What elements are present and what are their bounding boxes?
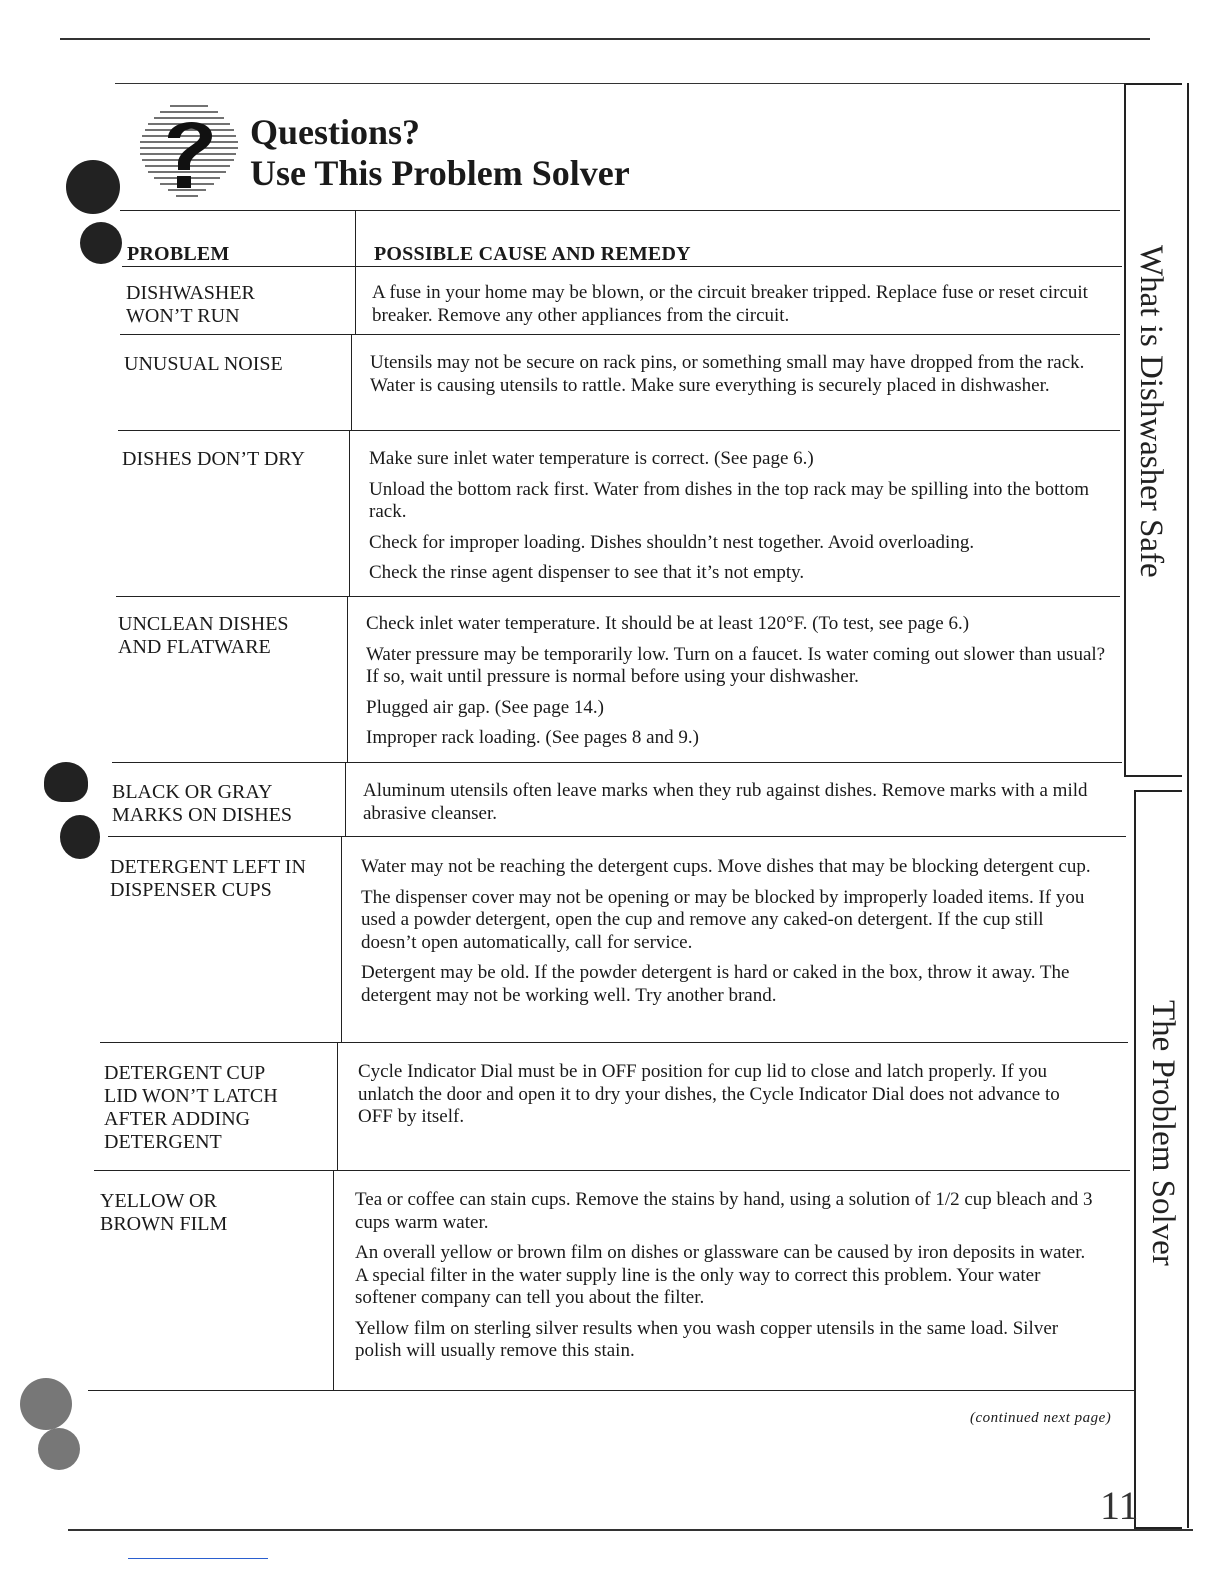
bottom-rule [68,1529,1193,1531]
row-divider [116,596,1120,597]
col-header-problem: PROBLEM [127,243,230,265]
problem-unclean-dishes: UNCLEAN DISHES AND FLATWARE [118,613,289,658]
problem-dishes-dont-dry: DISHES DON’T DRY [122,448,305,470]
table-divider [345,762,346,836]
row-divider [100,1042,1128,1043]
remedy-yellow-brown-film: Tea or coffee can stain cups. Remove the stains by hand, using a solution of 1/2 cup bleach and 3 cups warm water. An overall yellow or brown film on dishes or glassware can be caused by iron deposits in water. A special filter in the water supply line is the only way to correct this problem. Your water softener company can tell you about the filter. Yellow film on sterling silver results when you wash copper utensils in the same load. Silver polish will usually remove this stain. [355,1189,1093,1361]
title-line-1: Questions? [250,112,421,152]
side-tab-dishwasher-safe: What is Dishwasher Safe [1133,245,1169,578]
table-bottom-rule [88,1390,1134,1391]
problem-yellow-brown-film: YELLOW OR BROWN FILM [100,1190,228,1235]
row-divider [120,334,1120,335]
problem-black-gray-marks: BLACK OR GRAY MARKS ON DISHES [112,781,293,826]
problem-cup-wont-latch: DETERGENT CUP LID WON’T LATCH AFTER ADDING DETERGENT [104,1062,278,1153]
problem-detergent-left: DETERGENT LEFT IN DISPENSER CUPS [110,856,306,901]
remedy-black-gray-marks: Aluminum utensils often leave marks when they rub against dishes. Remove marks with a mild abrasive cleanser. [363,780,1088,824]
problem-dishwasher-wont-run: DISHWASHER WON’T RUN [126,282,255,327]
remedy-dishes-dont-dry: Make sure inlet water temperature is correct. (See page 6.) Unload the bottom rack first. Water from dishes in the top rack may be spilling into the bottom rack. Check for improper loading. Dishes shouldn’t nest together. Avoid overloading. Check the rinse agent dispenser to see that it’s not empty. [369,448,1089,583]
table-divider [351,334,352,430]
table-divider [349,430,350,596]
row-divider [118,430,1120,431]
side-tab-problem-solver: The Problem Solver [1145,1000,1181,1266]
table-divider [333,1170,334,1390]
table-top-rule [120,210,1120,211]
table-divider [355,210,356,334]
remedy-dishwasher-wont-run: A fuse in your home may be blown, or the circuit breaker tripped. Replace fuse or reset circuit breaker. Remove any other appliances from the circuit. [372,282,1088,326]
remedy-unclean-dishes: Check inlet water temperature. It should be at least 120°F. (To test, see page 6.) Water pressure may be temporarily low. Turn on a faucet. Is water coming out slower than usual? If so, wait until pressure is normal before using your dishwasher. Plugged air gap. (See page 14.) Improper rack loading. (See pages 8 and 9.) [366,613,1106,748]
continued-note: (continued next page) [970,1410,1112,1426]
table-divider [337,1042,338,1170]
row-divider [108,836,1126,837]
page-number: 11 [1100,1483,1139,1528]
table-divider [347,596,348,762]
table-divider [341,836,342,1042]
row-divider [94,1170,1130,1171]
remedy-detergent-left: Water may not be reaching the detergent cups. Move dishes that may be blocking detergent cup. The dispenser cover may not be opening or may be blocked by improperly loaded items. If you used a powder detergent, open the cup and remove any caked-on detergent. If the cup still doesn’t open automatically, call for service. Detergent may be old. If the powder detergent is hard or caked in the box, throw it away. The detergent may not be working well. Try another brand. [361,856,1091,1006]
remedy-cup-wont-latch: Cycle Indicator Dial must be in OFF position for cup lid to close and latch properly. If you unlatch the door and open it to dry your dishes, the Cycle Indicator Dial does not advance to OFF by itself. [358,1061,1060,1127]
title-line-2: Use This Problem Solver [250,153,630,193]
remedy-unusual-noise: Utensils may not be secure on rack pins, or something small may have dropped from the rack. Water is causing utensils to rattle. Make sure everything is securely placed in dishwasher. [370,352,1085,396]
problem-unusual-noise: UNUSUAL NOISE [124,353,283,375]
table-header-rule [122,266,1122,267]
scan-mark [128,1558,268,1559]
col-header-remedy: POSSIBLE CAUSE AND REMEDY [374,243,691,265]
row-divider [112,762,1122,763]
